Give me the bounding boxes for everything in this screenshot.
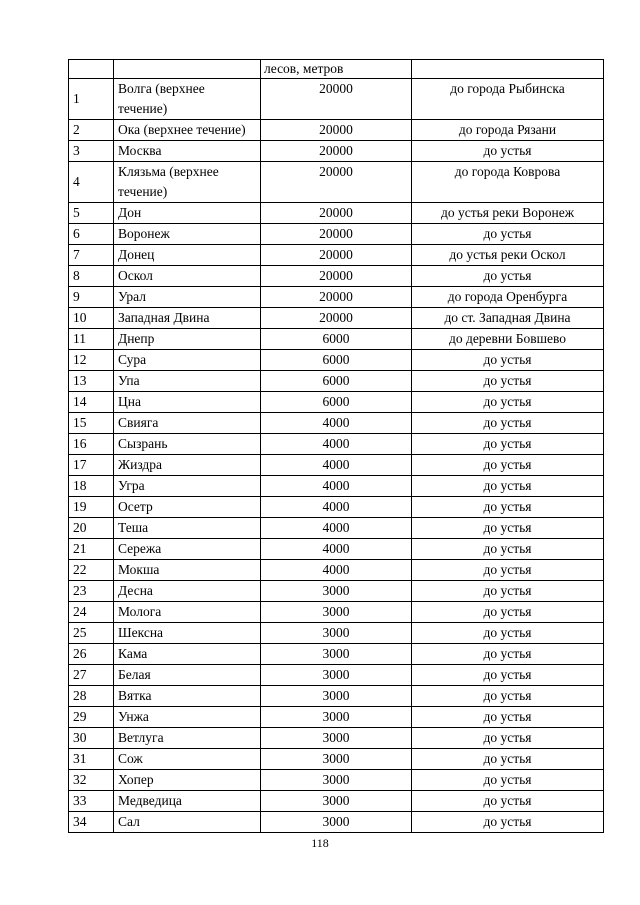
river-name: Вятка [114,686,261,707]
distance-value: 3000 [261,686,412,707]
river-name: Сережа [114,539,261,560]
section-limit: до устья [412,812,604,833]
section-limit: до устья [412,371,604,392]
section-limit: до устья [412,392,604,413]
section-limit: до устья [412,791,604,812]
distance-value: 20000 [261,224,412,245]
distance-value: 4000 [261,413,412,434]
river-name: Угра [114,476,261,497]
row-number: 28 [69,686,114,707]
river-name: Сал [114,812,261,833]
table-row [69,350,604,371]
row-number: 21 [69,539,114,560]
river-name: Сура [114,350,261,371]
table-row [69,686,604,707]
section-limit: до устья [412,602,604,623]
row-number: 8 [69,266,114,287]
distance-value: 4000 [261,455,412,476]
row-number: 24 [69,602,114,623]
river-name: Ветлуга [114,728,261,749]
table-row [69,728,604,749]
distance-value: 3000 [261,728,412,749]
river-name: Упа [114,371,261,392]
row-number: 10 [69,308,114,329]
section-limit: до устья [412,539,604,560]
table-row [69,791,604,812]
distance-value: 3000 [261,707,412,728]
river-name: Сызрань [114,434,261,455]
distance-value: 20000 [261,266,412,287]
section-limit: до устья [412,728,604,749]
row-number: 23 [69,581,114,602]
river-name: Днепр [114,329,261,350]
row-number: 33 [69,791,114,812]
river-name: Урал [114,287,261,308]
river-name: Свияга [114,413,261,434]
table-row [69,518,604,539]
distance-value: 4000 [261,434,412,455]
table-row [69,665,604,686]
row-number: 25 [69,623,114,644]
river-name: Кама [114,644,261,665]
river-name: Жиздра [114,455,261,476]
distance-value: 6000 [261,329,412,350]
river-name: Цна [114,392,261,413]
distance-value: 20000 [261,203,412,224]
section-limit: до устья [412,141,604,162]
section-limit: до устья [412,497,604,518]
section-limit: до устья [412,476,604,497]
table-row [69,245,604,266]
row-number: 15 [69,413,114,434]
table-row [69,581,604,602]
header-cell-units: лесов, метров [261,60,412,79]
section-limit: до устья [412,749,604,770]
table-row [69,329,604,350]
distance-value: 3000 [261,665,412,686]
row-number: 18 [69,476,114,497]
section-limit: до устья реки Оскол [412,245,604,266]
section-limit: до устья [412,665,604,686]
distance-value: 20000 [261,141,412,162]
rivers-table [68,59,604,833]
river-name: Дон [114,203,261,224]
section-limit: до устья [412,518,604,539]
distance-value: 3000 [261,623,412,644]
table-row [69,644,604,665]
table-row [69,497,604,518]
row-number: 22 [69,560,114,581]
section-limit: до устья [412,434,604,455]
page-number: 118 [311,836,329,850]
distance-value: 3000 [261,602,412,623]
header-cell-number [69,60,114,79]
row-number: 26 [69,644,114,665]
row-number: 20 [69,518,114,539]
distance-value: 20000 [261,120,412,141]
row-number: 16 [69,434,114,455]
distance-value: 4000 [261,560,412,581]
distance-value: 3000 [261,770,412,791]
table-row [69,266,604,287]
table-row [69,392,604,413]
table-row [69,162,604,203]
section-limit: до деревни Бовшево [412,329,604,350]
row-number: 32 [69,770,114,791]
distance-value: 20000 [261,79,412,120]
table-row [69,749,604,770]
river-name: Волга (верхнее течение) [114,79,261,120]
river-name: Хопер [114,770,261,791]
section-limit: до устья [412,266,604,287]
river-name: Воронеж [114,224,261,245]
distance-value: 3000 [261,791,412,812]
row-number: 9 [69,287,114,308]
section-limit: до города Коврова [412,162,604,203]
section-limit: до ст. Западная Двина [412,308,604,329]
river-name: Мокша [114,560,261,581]
row-number: 31 [69,749,114,770]
distance-value: 6000 [261,392,412,413]
table-row [69,476,604,497]
table-row [69,623,604,644]
distance-value: 4000 [261,497,412,518]
section-limit: до города Рязани [412,120,604,141]
row-number: 27 [69,665,114,686]
table-row [69,308,604,329]
row-number: 7 [69,245,114,266]
river-name: Медведица [114,791,261,812]
table-row [69,707,604,728]
table-header-row [69,60,604,79]
distance-value: 4000 [261,518,412,539]
row-number: 1 [69,79,114,120]
row-number: 14 [69,392,114,413]
section-limit: до устья [412,770,604,791]
section-limit: до устья [412,623,604,644]
header-cell-river [114,60,261,79]
section-limit: до устья [412,644,604,665]
section-limit: до устья [412,581,604,602]
section-limit: до устья [412,560,604,581]
table-row [69,224,604,245]
section-limit: до устья реки Воронеж [412,203,604,224]
river-name: Десна [114,581,261,602]
river-name: Молога [114,602,261,623]
distance-value: 20000 [261,287,412,308]
row-number: 3 [69,141,114,162]
section-limit: до устья [412,224,604,245]
table-row [69,120,604,141]
row-number: 17 [69,455,114,476]
row-number: 30 [69,728,114,749]
table-row [69,434,604,455]
river-name: Унжа [114,707,261,728]
table-row [69,141,604,162]
distance-value: 20000 [261,308,412,329]
distance-value: 3000 [261,749,412,770]
section-limit: до устья [412,350,604,371]
table-row [69,287,604,308]
table-row [69,539,604,560]
distance-value: 3000 [261,644,412,665]
river-name: Оскол [114,266,261,287]
distance-value: 6000 [261,371,412,392]
table-row [69,602,604,623]
river-name: Осетр [114,497,261,518]
row-number: 12 [69,350,114,371]
table-row [69,770,604,791]
section-limit: до устья [412,707,604,728]
river-name: Западная Двина [114,308,261,329]
distance-value: 6000 [261,350,412,371]
river-name: Клязьма (верхнее течение) [114,162,261,203]
river-name: Москва [114,141,261,162]
row-number: 19 [69,497,114,518]
distance-value: 20000 [261,245,412,266]
table-row [69,455,604,476]
distance-value: 3000 [261,812,412,833]
section-limit: до города Рыбинска [412,79,604,120]
distance-value: 4000 [261,476,412,497]
header-cell-limit [412,60,604,79]
distance-value: 20000 [261,162,412,203]
row-number: 11 [69,329,114,350]
table-row [69,203,604,224]
table-row [69,413,604,434]
distance-value: 3000 [261,581,412,602]
river-name: Белая [114,665,261,686]
river-name: Ока (верхнее течение) [114,120,261,141]
table-row [69,560,604,581]
section-limit: до устья [412,455,604,476]
river-name: Теша [114,518,261,539]
section-limit: до устья [412,413,604,434]
row-number: 29 [69,707,114,728]
river-name: Донец [114,245,261,266]
section-limit: до города Оренбурга [412,287,604,308]
table-row [69,79,604,120]
row-number: 13 [69,371,114,392]
row-number: 6 [69,224,114,245]
table-row [69,812,604,833]
table-row [69,371,604,392]
distance-value: 4000 [261,539,412,560]
row-number: 5 [69,203,114,224]
river-name: Сож [114,749,261,770]
section-limit: до устья [412,686,604,707]
row-number: 4 [69,162,114,203]
row-number: 34 [69,812,114,833]
row-number: 2 [69,120,114,141]
river-name: Шексна [114,623,261,644]
